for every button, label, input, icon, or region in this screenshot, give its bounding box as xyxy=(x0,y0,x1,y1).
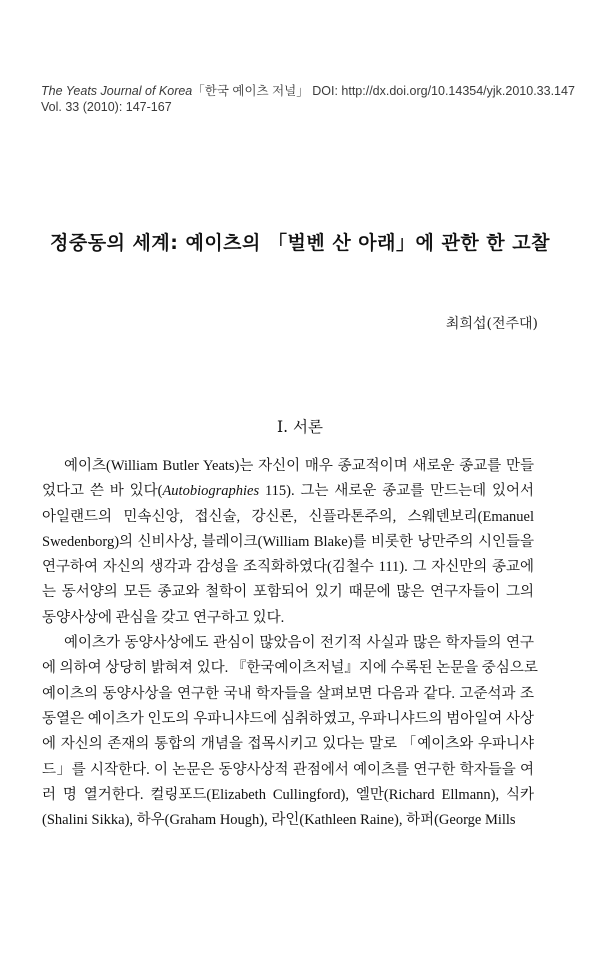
text-line: 었다고 쓴 바 있다(Autobiographies 115). 그는 새로운 종교를 만드는데 있어서 xyxy=(42,483,534,500)
author-affiliation: 최희섭(전주대) xyxy=(445,316,538,332)
doi-link[interactable]: DOI: http://dx.doi.org/10.14354/yjk.2010.33.147 xyxy=(312,84,575,98)
text-line: 아일랜드의 민속신앙, 접신술, 강신론, 신플라톤주의, 스웨덴보리(Emanuel xyxy=(42,508,534,525)
text-line: Swedenborg)의 신비사상, 블레이크(William Blake)를 비롯한 낭만주의 시인들을 xyxy=(42,533,534,550)
paper-title: 정중동의 세계: 예이츠의 「벌벤 산 아래」에 관한 한 고찰 xyxy=(50,232,550,254)
text-line: (Shalini Sikka), 하우(Graham Hough), 라인(Kathleen Raine), 하퍼(George Mills xyxy=(42,812,516,829)
body-text xyxy=(42,454,538,833)
journal-name: The Yeats Journal of Korea xyxy=(41,84,193,98)
journal-citation-line xyxy=(41,83,581,99)
text-line: 동열은 예이츠가 인도의 우파니샤드에 심취하였고, 우파니샤드의 범아일여 사상 xyxy=(42,710,534,727)
paragraph xyxy=(42,454,534,631)
text-line: 러 명 열거한다. 컬링포드(Elizabeth Cullingford), 엘만(Richard Ellmann), 식카 xyxy=(42,786,534,803)
volume-info: Vol. 33 (2010): 147-167 xyxy=(41,100,172,114)
text-line: 예이츠(William Butler Yeats)는 자신이 매우 종교적이며 새로운 종교를 만들 xyxy=(64,458,534,474)
section-heading: I. 서론 xyxy=(277,418,323,436)
text-line: 예이츠의 동양사상을 연구한 국내 학자들을 살펴보면 다음과 같다. 고준석과 조 xyxy=(42,685,534,702)
text-line: 연구하여 자신의 생각과 감성을 조직화하였다(김철수 111). 그 자신만의 종교에 xyxy=(42,559,534,576)
journal-name-korean: 「한국 예이츠 저널」 xyxy=(192,84,309,98)
text-line: 에 의하여 상당히 밝혀져 있다. 『한국예이츠저널』지에 수록된 논문을 중심으로 xyxy=(42,660,538,677)
text-line: 예이츠가 동양사상에도 관심이 많았음이 전기적 사실과 많은 학자들의 연구 xyxy=(64,635,534,652)
paragraph xyxy=(42,631,538,833)
text-line: 에 자신의 존재의 통합의 개념을 접목시키고 있다는 말로 「예이츠와 우파니샤 xyxy=(42,736,534,753)
text-line: 는 동서양의 모든 종교와 철학이 포함되어 있기 때문에 많은 연구자들이 그의 xyxy=(42,584,534,601)
text-line: 동양사상에 관심을 갖고 연구하고 있다. xyxy=(42,609,285,626)
journal-header xyxy=(41,83,581,115)
text-line: 드」를 시작한다. 이 논문은 동양사상적 관점에서 예이츠를 연구한 학자들을 여 xyxy=(42,761,534,778)
